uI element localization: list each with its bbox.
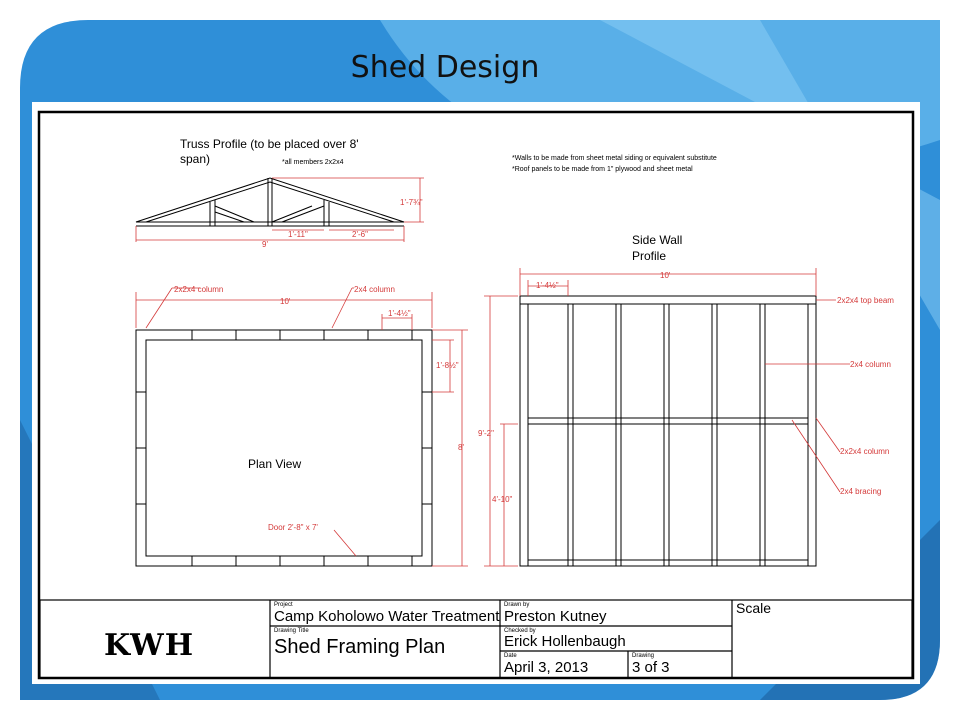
- side-wall-dimensions: [484, 268, 850, 566]
- date-value: April 3, 2013: [504, 659, 589, 676]
- plan-view-label: Plan View: [248, 457, 302, 471]
- side-dim-height: 9'-2": [478, 429, 494, 438]
- note-walls: *Walls to be made from sheet metal siding or equivalent substitute: [512, 155, 717, 162]
- truss-dimensions: [136, 178, 424, 242]
- project-name: Camp Koholowo Water Treatment: [274, 608, 500, 625]
- plan-dim-spacing: 1'-4½": [388, 309, 411, 318]
- plan-dim-width: 10': [280, 297, 291, 306]
- truss-dim-b: 2'-6": [352, 230, 368, 239]
- side-wall-heading-cont: Profile: [632, 249, 667, 263]
- side-wall-drawing: [520, 296, 816, 566]
- plan-callout-2x2x4: 2x2x4 column: [174, 285, 224, 294]
- sheet-border: [39, 112, 913, 678]
- plan-dim-depth: 8': [458, 443, 464, 452]
- scale-label: Scale: [736, 600, 772, 616]
- company-logo: KWH: [104, 628, 195, 663]
- side-dim-lower: 4'-10": [492, 495, 513, 504]
- plan-callout-2x4: 2x4 column: [354, 285, 395, 294]
- checked-by: Erick Hollenbaugh: [504, 633, 626, 650]
- side-dim-width: 10': [660, 271, 671, 280]
- truss-drawing: [136, 178, 404, 226]
- drawing-sheet: [32, 102, 920, 684]
- truss-heading-cont: span): [180, 152, 211, 166]
- truss-heading: Truss Profile (to be placed over 8': [180, 137, 359, 151]
- drawing-number: 3 of 3: [632, 659, 670, 676]
- side-callout-bracing: 2x4 bracing: [840, 487, 882, 496]
- drawing-canvas: [32, 102, 920, 684]
- drawn-by: Preston Kutney: [504, 608, 607, 625]
- project-label: Project: [274, 602, 293, 608]
- side-dim-spacing: 1'-4½": [536, 281, 559, 290]
- side-callout-2x2x4: 2x2x4 column: [840, 447, 890, 456]
- drawn-by-label: Drawn by: [504, 602, 530, 608]
- slide-title: Shed Design: [350, 50, 540, 85]
- side-callout-top-beam: 2x2x4 top beam: [837, 296, 894, 305]
- side-wall-heading: Side Wall: [632, 233, 683, 247]
- checked-by-label: Checked by: [504, 628, 536, 634]
- drawing-title: Shed Framing Plan: [274, 636, 446, 658]
- plan-dim-side: 1'-8½": [436, 361, 459, 370]
- truss-dim-span: 9': [262, 240, 268, 249]
- truss-note: *all members 2x2x4: [282, 159, 344, 166]
- truss-dim-a: 1'-11": [288, 230, 308, 239]
- date-label: Date: [504, 653, 517, 659]
- drawing-number-label: Drawing: [632, 653, 655, 659]
- plan-door-note: Door 2'-8" x 7': [268, 523, 318, 532]
- truss-dim-height: 1'-7¾": [400, 198, 423, 207]
- note-roof: *Roof panels to be made from 1" plywood and sheet metal: [512, 166, 693, 173]
- side-callout-2x4: 2x4 column: [850, 360, 891, 369]
- drawing-title-label: Drawing Title: [274, 628, 309, 634]
